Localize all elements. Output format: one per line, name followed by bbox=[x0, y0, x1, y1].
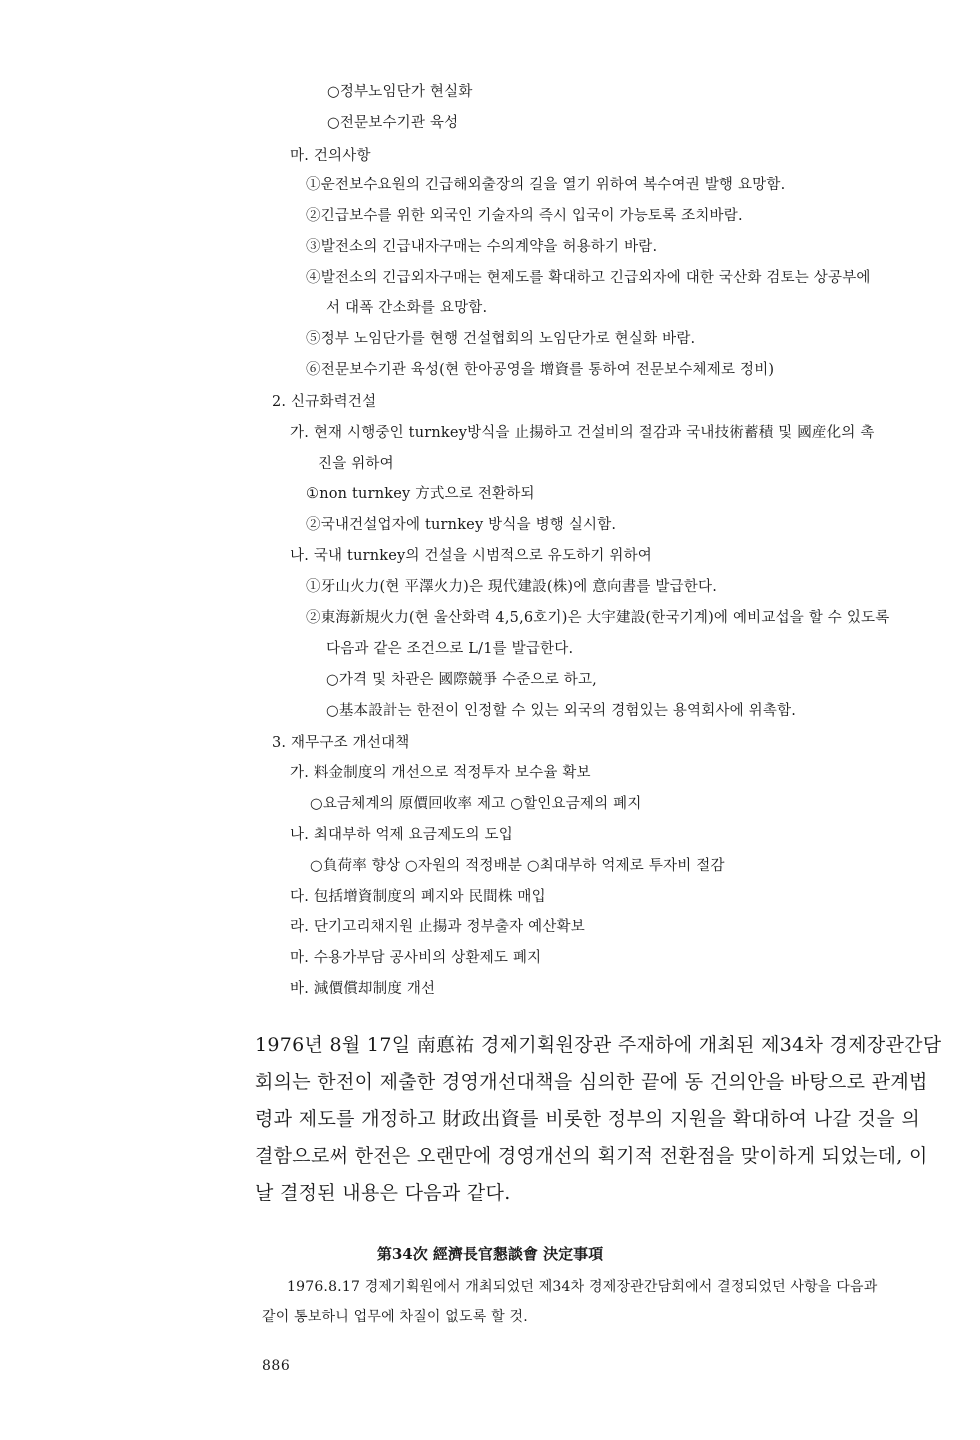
outline-line: ○基本設計는 한전이 인정할 수 있는 외국의 경험있는 용역회사에 위촉함. bbox=[326, 703, 797, 719]
paragraph-line: 1976년 8월 17일 南悳祐 경제기획원장관 주재하에 개최된 제34차 경제장관간담 bbox=[255, 1034, 942, 1056]
note-line: 같이 통보하니 업무에 차질이 없도록 할 것. bbox=[262, 1309, 528, 1325]
outline-line: 2. 신규화력건설 bbox=[272, 394, 377, 410]
page-number: 886 bbox=[262, 1358, 291, 1374]
paragraph-line: 결함으로써 한전은 오랜만에 경영개선의 획기적 전환점을 맞이하게 되었는데, 이 bbox=[255, 1145, 928, 1167]
outline-line: ②東海新規火力(현 울산화력 4,5,6호기)은 大宇建設(한국기계)에 예비교섭을 할 수 있도록 bbox=[306, 610, 890, 626]
outline-line: 가. 料金制度의 개선으로 적정투자 보수율 확보 bbox=[290, 765, 591, 781]
outline-line: ①non turnkey 方式으로 전환하되 bbox=[306, 486, 535, 502]
paragraph-line: 회의는 한전이 제출한 경영개선대책을 심의한 끝에 동 건의안을 바탕으로 관계법 bbox=[255, 1071, 928, 1093]
outline-line: ○정부노임단가 현실화 bbox=[327, 84, 473, 100]
outline-line: 진을 위하여 bbox=[318, 456, 394, 472]
outline-line: ○요금체계의 原價回收率 제고 ○할인요금제의 폐지 bbox=[310, 796, 642, 812]
outline-line: 바. 減價償却制度 개선 bbox=[290, 981, 436, 997]
outline-line: 3. 재무구조 개선대책 bbox=[272, 735, 410, 751]
outline-line: ⑥전문보수기관 육성(현 한아공영을 增資를 통하여 전문보수체제로 정비) bbox=[306, 362, 775, 378]
outline-line: ①牙山火力(현 平澤火力)은 現代建設(株)에 意向書를 발급한다. bbox=[306, 579, 718, 595]
outline-line: 마. 건의사항 bbox=[290, 148, 371, 164]
outline-line: 나. 최대부하 억제 요금제도의 도입 bbox=[290, 827, 513, 843]
paragraph-line: 날 결정된 내용은 다음과 같다. bbox=[255, 1182, 511, 1204]
outline-line: 다. 包括增資制度의 폐지와 民間株 매입 bbox=[290, 889, 546, 905]
outline-line: ③발전소의 긴급내자구매는 수의계약을 허용하기 바람. bbox=[306, 239, 658, 255]
outline-line: ○負荷率 향상 ○자원의 적정배분 ○최대부하 억제로 투자비 절감 bbox=[310, 858, 725, 874]
outline-line: ⑤정부 노임단가를 현행 건설협회의 노임단가로 현실화 바람. bbox=[306, 331, 696, 347]
outline-line: 마. 수용가부담 공사비의 상환제도 폐지 bbox=[290, 950, 542, 966]
outline-line: ①운전보수요원의 긴급해외출장의 길을 열기 위하여 복수여권 발행 요망함. bbox=[306, 177, 786, 193]
section-title: 第34次 經濟長官懇談會 決定事項 bbox=[376, 1245, 604, 1263]
outline-line: ○가격 및 차관은 國際競爭 수준으로 하고, bbox=[326, 672, 597, 688]
outline-line: 라. 단기고리채지원 止揚과 정부출자 예산확보 bbox=[290, 919, 585, 935]
outline-line: ②긴급보수를 위한 외국인 기술자의 즉시 입국이 가능토록 조치바람. bbox=[306, 208, 743, 224]
outline-line: ○전문보수기관 육성 bbox=[327, 115, 459, 131]
paragraph-line: 령과 제도를 개정하고 財政出資를 비롯한 정부의 지원을 확대하여 나갈 것을 의 bbox=[255, 1108, 920, 1130]
outline-line: 나. 국내 turnkey의 건설을 시범적으로 유도하기 위하여 bbox=[290, 548, 652, 564]
outline-line: 가. 현재 시행중인 turnkey방식을 止揚하고 건설비의 절감과 국내技術蓄積 및 國産化의 촉 bbox=[290, 425, 875, 441]
outline-line: 서 대폭 간소화를 요망함. bbox=[326, 300, 488, 316]
outline-line: ②국내건설업자에 turnkey 방식을 병행 실시함. bbox=[306, 517, 617, 533]
body-paragraph bbox=[255, 1027, 942, 1212]
outline-line: 다음과 같은 조건으로 L/1를 발급한다. bbox=[326, 641, 574, 657]
note-line: 1976.8.17 경제기획원에서 개최되었던 제34차 경제장관간담회에서 결정되었던 사항을 다음과 bbox=[287, 1279, 878, 1295]
outline-line: ④발전소의 긴급외자구매는 현제도를 확대하고 긴급외자에 대한 국산화 검토는 상공부에 bbox=[306, 270, 871, 286]
